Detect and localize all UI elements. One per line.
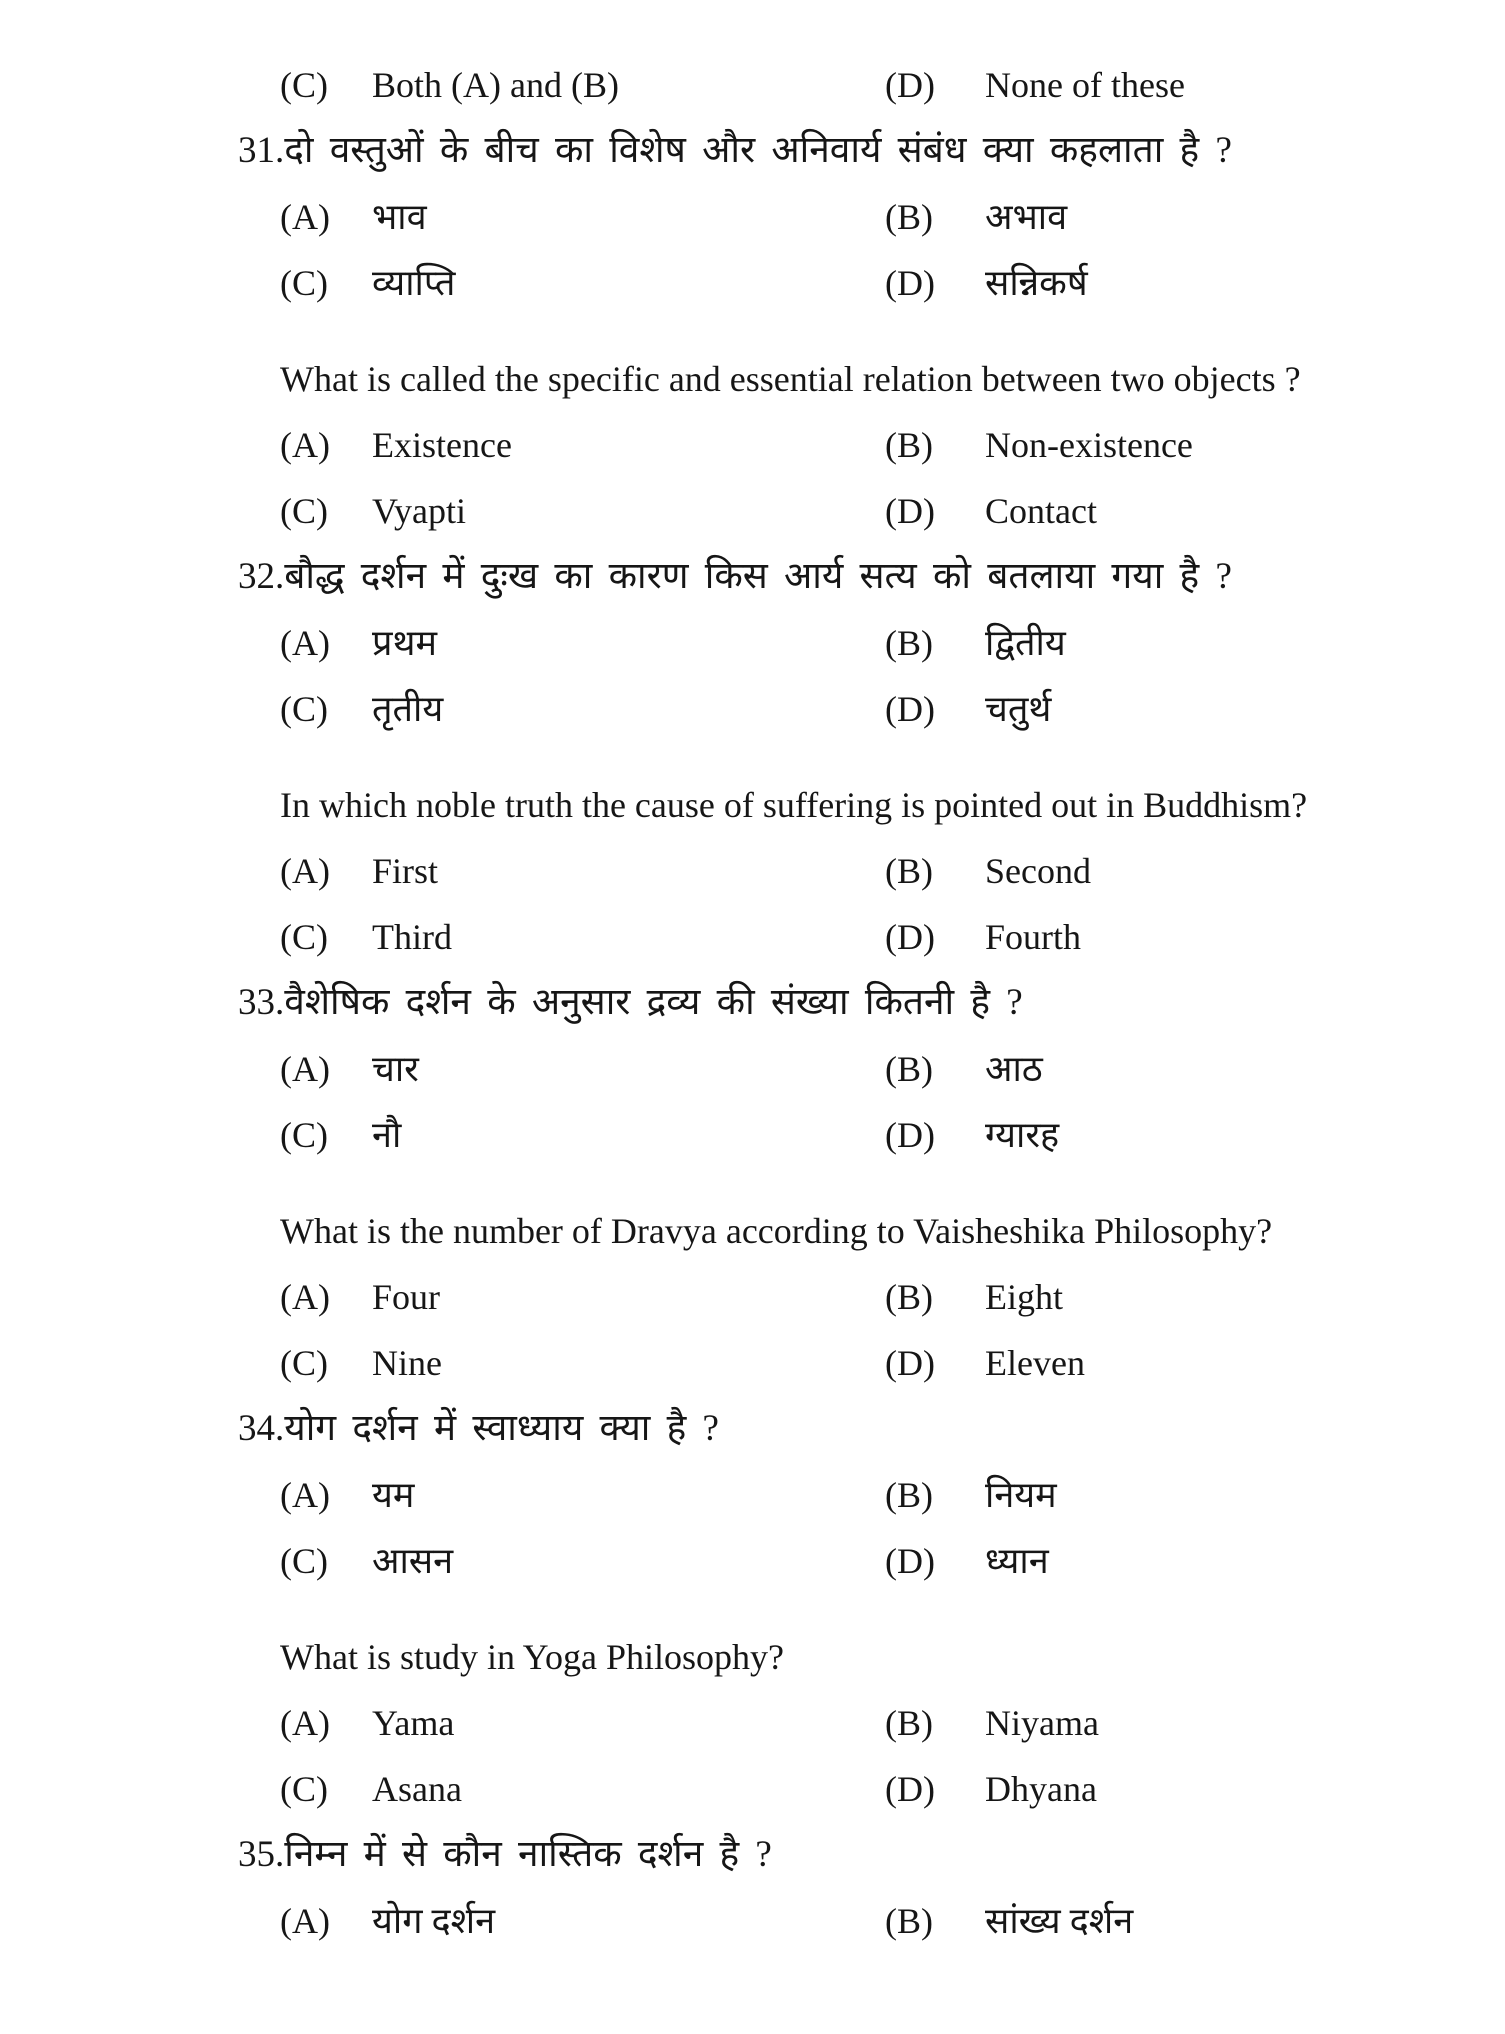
option-label: (C): [280, 491, 328, 531]
option-text: None of these: [985, 65, 1185, 105]
question-text-hindi: योग दर्शन में स्वाध्याय क्या है ?: [284, 1408, 719, 1449]
option-text: Vyapti: [372, 491, 466, 531]
option-text: Third: [372, 917, 452, 957]
option-label: (A): [280, 197, 330, 237]
option-text: Fourth: [985, 917, 1082, 957]
question-31-english: [0, 346, 1505, 412]
option-text: ग्यारह: [985, 1115, 1060, 1155]
option-b: [885, 412, 1505, 478]
option-label: (B): [885, 197, 933, 237]
option-text: Four: [372, 1277, 441, 1317]
question-32-english-options-cd: [0, 904, 1505, 970]
option-a: [280, 1690, 885, 1756]
option-label: (A): [280, 1475, 330, 1515]
option-label: (D): [885, 65, 935, 105]
option-label: (C): [280, 1769, 328, 1809]
option-label: (D): [885, 491, 935, 531]
option-label: (A): [280, 623, 330, 663]
option-text: Yama: [372, 1703, 455, 1743]
option-label: (C): [280, 65, 328, 105]
option-b: [885, 1036, 1505, 1102]
question-number: 35.: [238, 1834, 285, 1875]
option-label: (A): [280, 1277, 330, 1317]
option-label: (A): [280, 425, 330, 465]
question-32-hindi-options-cd: [0, 676, 1505, 742]
option-text: आसन: [372, 1541, 454, 1581]
option-text: ध्यान: [985, 1541, 1049, 1581]
option-c: [280, 1528, 885, 1594]
option-text: भाव: [372, 197, 427, 237]
option-label: (A): [280, 851, 330, 891]
option-a: [280, 1462, 885, 1528]
option-a: [280, 610, 885, 676]
option-label: (B): [885, 1475, 933, 1515]
option-label: (B): [885, 1703, 933, 1743]
question-text-english: What is study in Yoga Philosophy?: [280, 1637, 785, 1677]
question-text-hindi: दो वस्तुओं के बीच का विशेष और अनिवार्य संबंध क्या कहलाता है ?: [284, 130, 1232, 171]
question-text-hindi: वैशेषिक दर्शन के अनुसार द्रव्य की संख्या कितनी है ?: [284, 982, 1023, 1023]
question-32-hindi-options-ab: [0, 610, 1505, 676]
option-a: [280, 184, 885, 250]
option-label: (A): [280, 1901, 330, 1941]
option-text: आठ: [985, 1049, 1043, 1089]
question-text-hindi: निम्न में से कौन नास्तिक दर्शन है ?: [284, 1834, 772, 1875]
option-text: Niyama: [985, 1703, 1099, 1743]
option-label: (B): [885, 425, 933, 465]
option-text: योग दर्शन: [372, 1901, 496, 1941]
option-text: Eleven: [985, 1343, 1085, 1383]
option-text: Non-existence: [985, 425, 1193, 465]
question-number: 34.: [238, 1408, 285, 1449]
option-label: (C): [280, 917, 328, 957]
option-text: द्वितीय: [985, 623, 1066, 663]
option-text: Asana: [372, 1769, 462, 1809]
option-a: [280, 1036, 885, 1102]
option-text: यम: [372, 1475, 415, 1515]
question-text-english: In which noble truth the cause of suffering is pointed out in Buddhism?: [280, 785, 1308, 825]
option-b: [885, 838, 1505, 904]
option-a: [280, 412, 885, 478]
option-b: [885, 184, 1505, 250]
option-label: (D): [885, 1769, 935, 1809]
option-d: [885, 1330, 1505, 1396]
question-34-hindi-options-cd: [0, 1528, 1505, 1594]
option-label: (D): [885, 1115, 935, 1155]
question-35-hindi-options-ab: [0, 1888, 1505, 1954]
option-text: नियम: [985, 1475, 1057, 1515]
option-b: [885, 1264, 1505, 1330]
option-b: [885, 1462, 1505, 1528]
option-text: तृतीय: [372, 689, 444, 729]
option-label: (D): [885, 1541, 935, 1581]
question-number: 33.: [238, 982, 285, 1023]
option-text: सन्निकर्ष: [985, 263, 1088, 303]
option-a: [280, 838, 885, 904]
option-d: [885, 904, 1505, 970]
question-34-hindi: [0, 1396, 1505, 1462]
option-c: [280, 250, 885, 316]
option-c: [280, 52, 885, 118]
option-c: [280, 478, 885, 544]
option-text: चतुर्थ: [985, 689, 1052, 729]
option-d: [885, 478, 1505, 544]
question-text-english: What is the number of Dravya according to Vaisheshika Philosophy?: [280, 1211, 1273, 1251]
question-text-hindi: बौद्ध दर्शन में दुःख का कारण किस आर्य सत्य को बतलाया गया है ?: [284, 556, 1232, 597]
option-text: चार: [372, 1049, 419, 1089]
option-c: [280, 1330, 885, 1396]
question-number: 31.: [238, 130, 285, 171]
question-34-hindi-options-ab: [0, 1462, 1505, 1528]
question-33-english-options-ab: [0, 1264, 1505, 1330]
question-33-hindi-options-ab: [0, 1036, 1505, 1102]
option-text: Second: [985, 851, 1091, 891]
question-number: 32.: [238, 556, 285, 597]
option-text: Existence: [372, 425, 512, 465]
option-text: सांख्य दर्शन: [985, 1901, 1134, 1941]
question-35-hindi: [0, 1822, 1505, 1888]
option-d: [885, 1756, 1505, 1822]
question-31-hindi-options-ab: [0, 184, 1505, 250]
option-label: (A): [280, 1049, 330, 1089]
option-d: [885, 676, 1505, 742]
question-32-english: [0, 772, 1505, 838]
option-label: (B): [885, 851, 933, 891]
option-b: [885, 610, 1505, 676]
question-text-english: What is called the specific and essential relation between two objects ?: [280, 359, 1301, 399]
option-label: (C): [280, 1541, 328, 1581]
option-label: (A): [280, 1703, 330, 1743]
option-text: प्रथम: [372, 623, 438, 663]
option-d: [885, 52, 1505, 118]
option-label: (B): [885, 1277, 933, 1317]
option-c: [280, 676, 885, 742]
option-label: (B): [885, 623, 933, 663]
question-34-english: [0, 1624, 1505, 1690]
option-a: [280, 1888, 885, 1954]
option-b: [885, 1888, 1505, 1954]
question-34-english-options-ab: [0, 1690, 1505, 1756]
option-text: Eight: [985, 1277, 1063, 1317]
question-31-english-options-cd: [0, 478, 1505, 544]
carryover-options-row: [0, 52, 1505, 118]
option-c: [280, 1102, 885, 1168]
question-32-hindi: [0, 544, 1505, 610]
question-33-hindi: [0, 970, 1505, 1036]
option-label: (D): [885, 263, 935, 303]
option-label: (D): [885, 689, 935, 729]
option-text: व्याप्ति: [372, 263, 456, 303]
option-text: Dhyana: [985, 1769, 1097, 1809]
option-text: Both (A) and (B): [372, 65, 619, 105]
question-33-english-options-cd: [0, 1330, 1505, 1396]
question-31-hindi: [0, 118, 1505, 184]
option-label: (B): [885, 1049, 933, 1089]
option-label: (D): [885, 917, 935, 957]
option-text: Nine: [372, 1343, 442, 1383]
option-text: Contact: [985, 491, 1097, 531]
option-label: (C): [280, 1343, 328, 1383]
question-33-english: [0, 1198, 1505, 1264]
option-label: (B): [885, 1901, 933, 1941]
option-c: [280, 1756, 885, 1822]
question-31-hindi-options-cd: [0, 250, 1505, 316]
option-label: (D): [885, 1343, 935, 1383]
option-c: [280, 904, 885, 970]
option-d: [885, 250, 1505, 316]
option-label: (C): [280, 689, 328, 729]
question-33-hindi-options-cd: [0, 1102, 1505, 1168]
question-32-english-options-ab: [0, 838, 1505, 904]
question-34-english-options-cd: [0, 1756, 1505, 1822]
option-b: [885, 1690, 1505, 1756]
question-31-english-options-ab: [0, 412, 1505, 478]
option-label: (C): [280, 1115, 328, 1155]
option-d: [885, 1102, 1505, 1168]
option-a: [280, 1264, 885, 1330]
option-d: [885, 1528, 1505, 1594]
option-text: नौ: [372, 1115, 402, 1155]
option-label: (C): [280, 263, 328, 303]
option-text: अभाव: [985, 197, 1068, 237]
option-text: First: [372, 851, 439, 891]
